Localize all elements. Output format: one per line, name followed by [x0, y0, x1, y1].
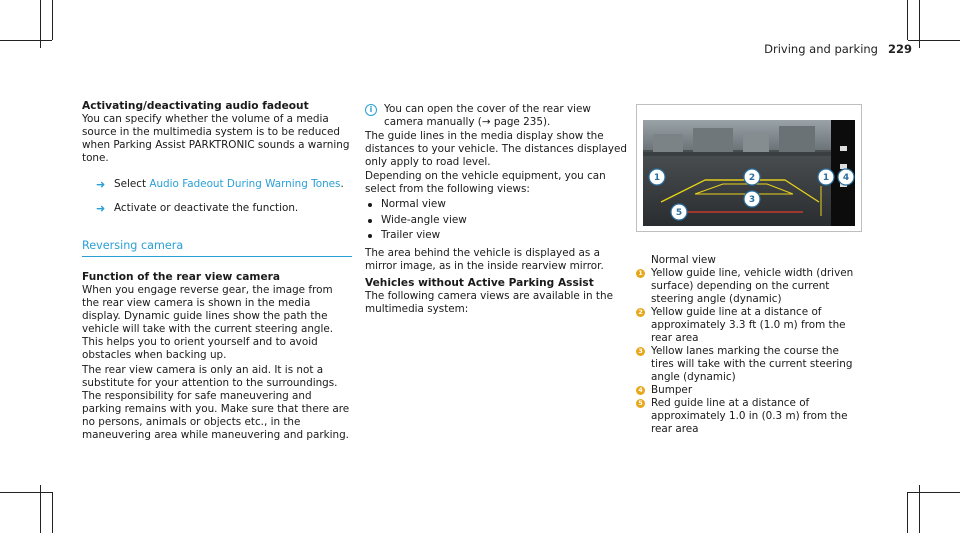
- rear-camera-image: [643, 120, 855, 226]
- intro-text: You can specify whether the volume of a media source in the multimedia system is to be reduced when Parking Assist PARKTRONIC sounds a warning tone.: [82, 113, 350, 164]
- legend-item: [636, 345, 862, 384]
- paragraph: When you engage reverse gear, the image from the rear view camera is shown in the media display. Dynamic guide lines show the path the vehicle will take with the current steering angle. This helps you to orient yourself and to avoid obstacles when backing up.: [82, 284, 334, 361]
- step-punct: .: [340, 178, 344, 190]
- figure-marker: 2: [748, 173, 756, 183]
- marker-badge: 4: [636, 386, 645, 395]
- page-number: 229: [887, 42, 912, 56]
- paragraph: Depending on the vehicle equipment, you can select from the following views:: [365, 170, 606, 195]
- heading-audio-fadeout: Activating/deactivating audio fadeout: [82, 100, 309, 112]
- page-header: [764, 43, 912, 56]
- info-icon: i: [365, 104, 377, 116]
- marker-badge: 3: [636, 347, 645, 356]
- sub-heading: Function of the rear view camera: [82, 271, 281, 283]
- instruction-step: [82, 178, 352, 191]
- crop-mark: [0, 492, 52, 493]
- arrow-right-icon: ➜: [96, 178, 106, 191]
- arrow-right-icon: ➜: [96, 202, 106, 215]
- views-list: [365, 197, 627, 244]
- marker-badge: 5: [636, 399, 645, 408]
- column-left: [82, 100, 352, 442]
- legend-text: Bumper: [651, 384, 693, 396]
- marker-badge: 1: [636, 269, 645, 278]
- column-right: [636, 104, 862, 436]
- list-item: Trailer view: [365, 228, 627, 244]
- figure-marker: 1: [653, 173, 661, 183]
- list-item: Normal view: [365, 197, 627, 213]
- legend-text: Yellow lanes marking the course the tires will take with the current steering angle (dynamic): [651, 345, 853, 383]
- figure-marker: 3: [748, 195, 756, 205]
- step-text: Activate or deactivate the function.: [114, 202, 299, 214]
- legend-text: Yellow guide line at a distance of approximately 3.3 ft (1.0 m) from the rear area: [651, 306, 846, 344]
- paragraph: The rear view camera is only an aid. It is not a substitute for your attention to the surroundings. The responsibility for safe maneuvering and parking remains with you. Make sure that there are no persons, animals or objects etc., in the maneuvering area while maneuvering and parking.: [82, 364, 350, 441]
- legend-text: Yellow guide line, vehicle width (driven surface) depending on the current steering angle (dynamic): [651, 267, 854, 305]
- figure-marker: 5: [675, 208, 683, 218]
- legend-item: [636, 306, 862, 345]
- menu-item-audio-fadeout[interactable]: Audio Fadeout During Warning Tones: [149, 178, 341, 190]
- section-title: Reversing camera: [82, 239, 352, 257]
- note: [365, 103, 627, 129]
- figure-frame: [636, 104, 862, 232]
- crop-mark: [908, 492, 960, 493]
- legend-text: Red guide line at a distance of approximately 1.0 in (0.3 m) from the rear area: [651, 397, 848, 435]
- paragraph: The following camera views are available in the multimedia system:: [365, 289, 613, 315]
- crop-mark: [52, 492, 53, 533]
- sub-heading: Vehicles without Active Parking Assist: [365, 276, 594, 289]
- column-middle: [365, 103, 627, 316]
- figure-marker: 4: [842, 173, 850, 183]
- note-text: You can open the cover of the rear view camera manually (→ page 235).: [384, 103, 591, 128]
- crop-mark: [907, 0, 908, 40]
- legend-item: [636, 397, 862, 436]
- figure-marker: 1: [822, 173, 830, 183]
- marker-badge: 2: [636, 308, 645, 317]
- crop-mark: [908, 40, 960, 41]
- instruction-step: [82, 202, 352, 215]
- crop-mark: [907, 492, 908, 533]
- paragraph: The guide lines in the media display show the distances to your vehicle. The distances displayed only apply to road level.: [365, 130, 628, 168]
- legend-item: [636, 384, 862, 397]
- crop-mark: [52, 0, 53, 40]
- step-text: Select: [114, 178, 150, 190]
- figure-legend: [636, 254, 862, 436]
- list-item: Wide-angle view: [365, 213, 627, 229]
- crop-mark: [0, 40, 52, 41]
- legend-item: [636, 267, 862, 306]
- paragraph: The area behind the vehicle is displayed as a mirror image, as in the inside rearview mirror.: [365, 246, 604, 272]
- legend-title: Normal view: [651, 254, 716, 266]
- header-section: Driving and parking: [764, 42, 878, 56]
